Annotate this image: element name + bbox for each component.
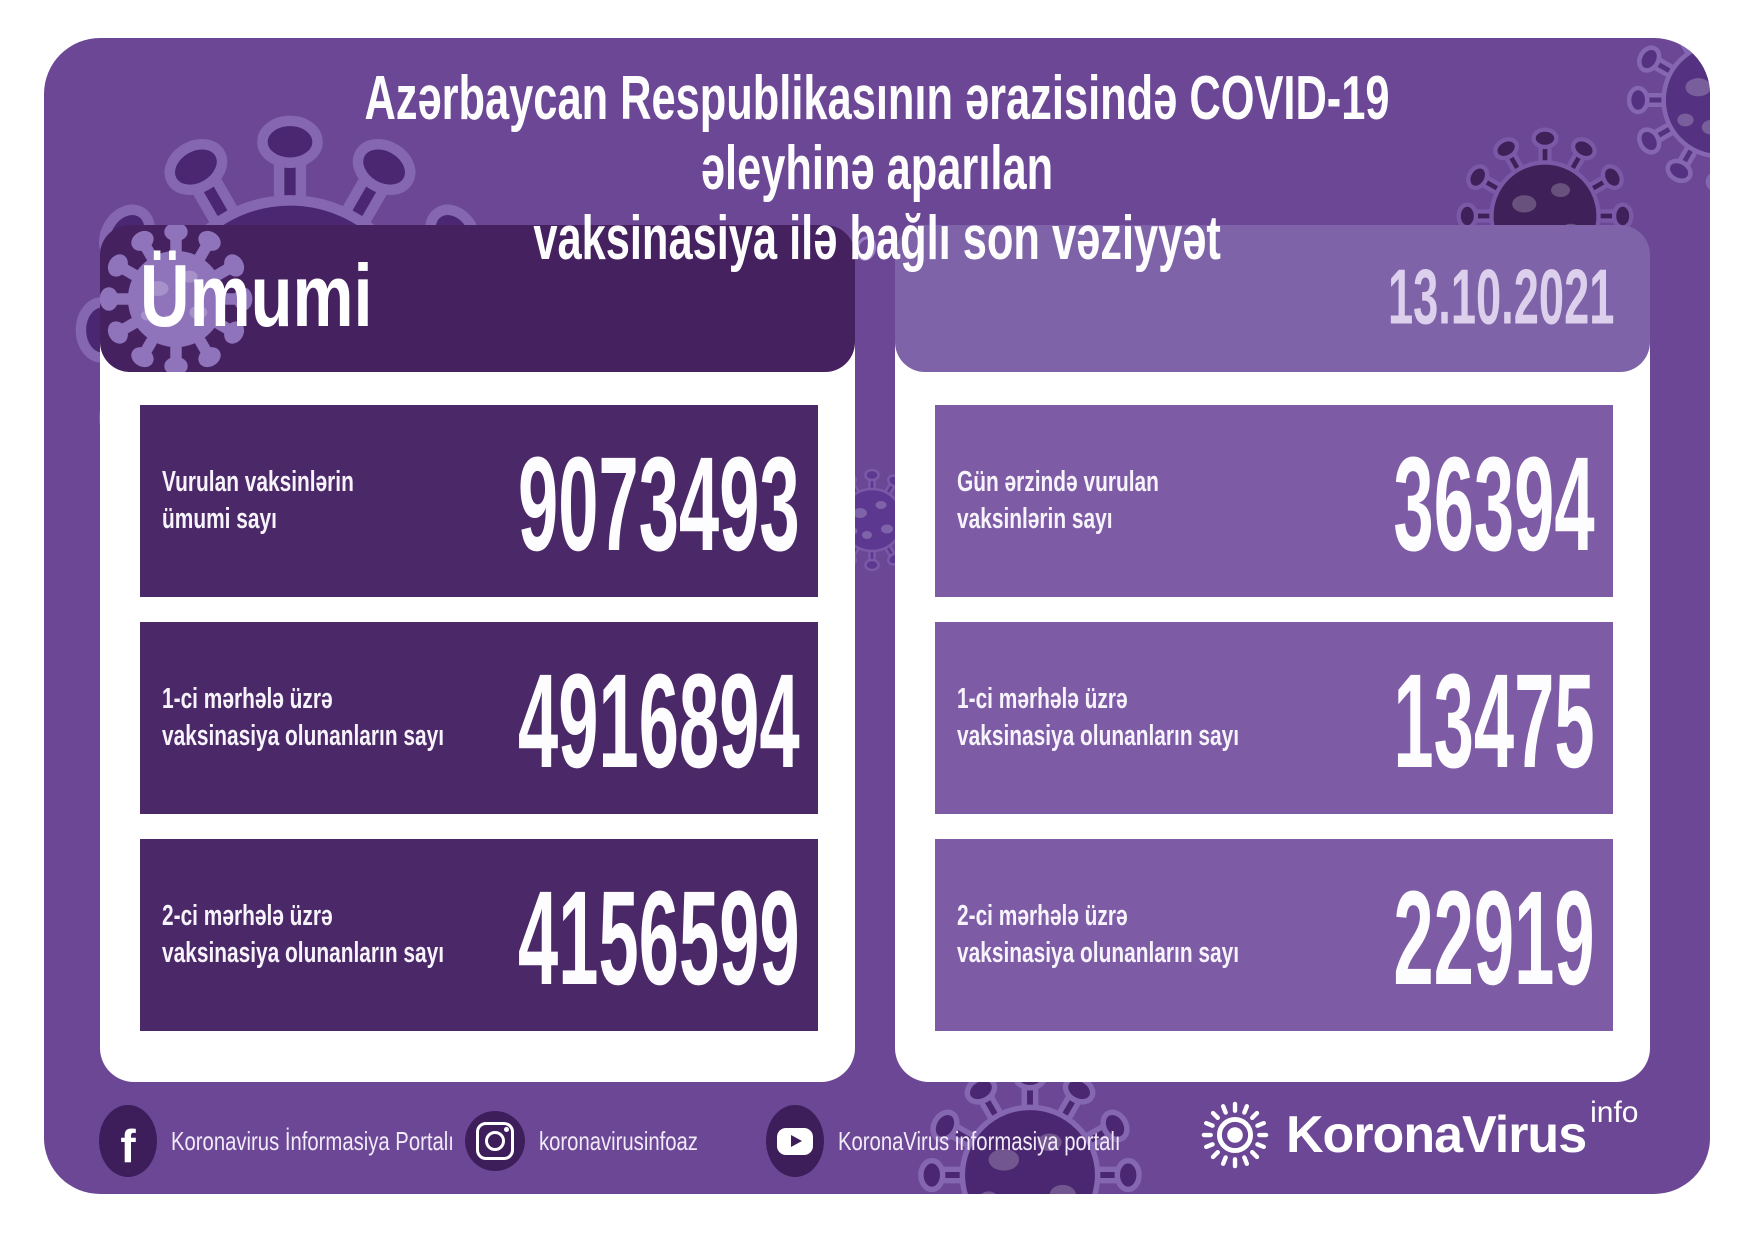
stat-label: Gün ərzində vurulan vaksinlərin sayı bbox=[957, 466, 1159, 535]
stat-row-daily-second-dose bbox=[935, 839, 1613, 1031]
instagram-label: koronavirusinfoaz bbox=[539, 1125, 698, 1156]
stat-label: Vurulan vaksinlərin ümumi sayı bbox=[162, 466, 354, 535]
instagram-link[interactable] bbox=[465, 1111, 743, 1171]
stat-value: 4156599 bbox=[518, 864, 800, 1014]
stat-row-daily-first-dose bbox=[935, 622, 1613, 814]
stat-row-second-dose-total bbox=[140, 839, 818, 1031]
main-background bbox=[44, 38, 1710, 1194]
facebook-icon[interactable]: f bbox=[99, 1105, 157, 1177]
stat-label: 1-ci mərhələ üzrə vaksinasiya olunanların sayı bbox=[957, 683, 1240, 752]
page-title bbox=[44, 64, 1710, 274]
stat-value: 13475 bbox=[1393, 647, 1595, 797]
page-title-line2: vaksinasiya ilə bağlı son vəziyyət bbox=[533, 204, 1221, 273]
stat-value: 9073493 bbox=[518, 430, 800, 580]
virus-icon bbox=[1200, 1100, 1270, 1170]
stat-value: 4916894 bbox=[518, 647, 800, 797]
totals-header-label: Ümumi bbox=[140, 245, 373, 345]
page-title-line1: Azərbaycan Respublikasının ərazisində COVID-19 əleyhinə aparılan bbox=[364, 64, 1390, 203]
stat-value: 22919 bbox=[1393, 864, 1595, 1014]
brand-text: KoronaVirus bbox=[1286, 1106, 1587, 1164]
youtube-link[interactable] bbox=[766, 1103, 1200, 1179]
stat-value: 36394 bbox=[1393, 430, 1595, 580]
stat-label: 2-ci mərhələ üzrə vaksinasiya olunanların sayı bbox=[957, 900, 1240, 969]
totals-card bbox=[100, 225, 855, 1082]
stat-row-first-dose-total bbox=[140, 622, 818, 814]
stat-label: 1-ci mərhələ üzrə vaksinasiya olunanların sayı bbox=[162, 683, 445, 752]
date-label: 13.10.2021 bbox=[1387, 252, 1614, 341]
stat-row-daily-vaccines bbox=[935, 405, 1613, 597]
stat-row-total-vaccines bbox=[140, 405, 818, 597]
daily-card bbox=[895, 225, 1650, 1082]
brand-superscript: info bbox=[1590, 1096, 1639, 1129]
facebook-label: Koronavirus İnformasiya Portalı bbox=[171, 1125, 454, 1156]
youtube-label: KoronaVirus informasiya portalı bbox=[838, 1125, 1121, 1156]
youtube-icon[interactable] bbox=[766, 1105, 824, 1177]
stat-label: 2-ci mərhələ üzrə vaksinasiya olunanların sayı bbox=[162, 900, 445, 969]
instagram-icon[interactable] bbox=[465, 1111, 525, 1171]
brand-logo bbox=[1200, 1096, 1639, 1170]
